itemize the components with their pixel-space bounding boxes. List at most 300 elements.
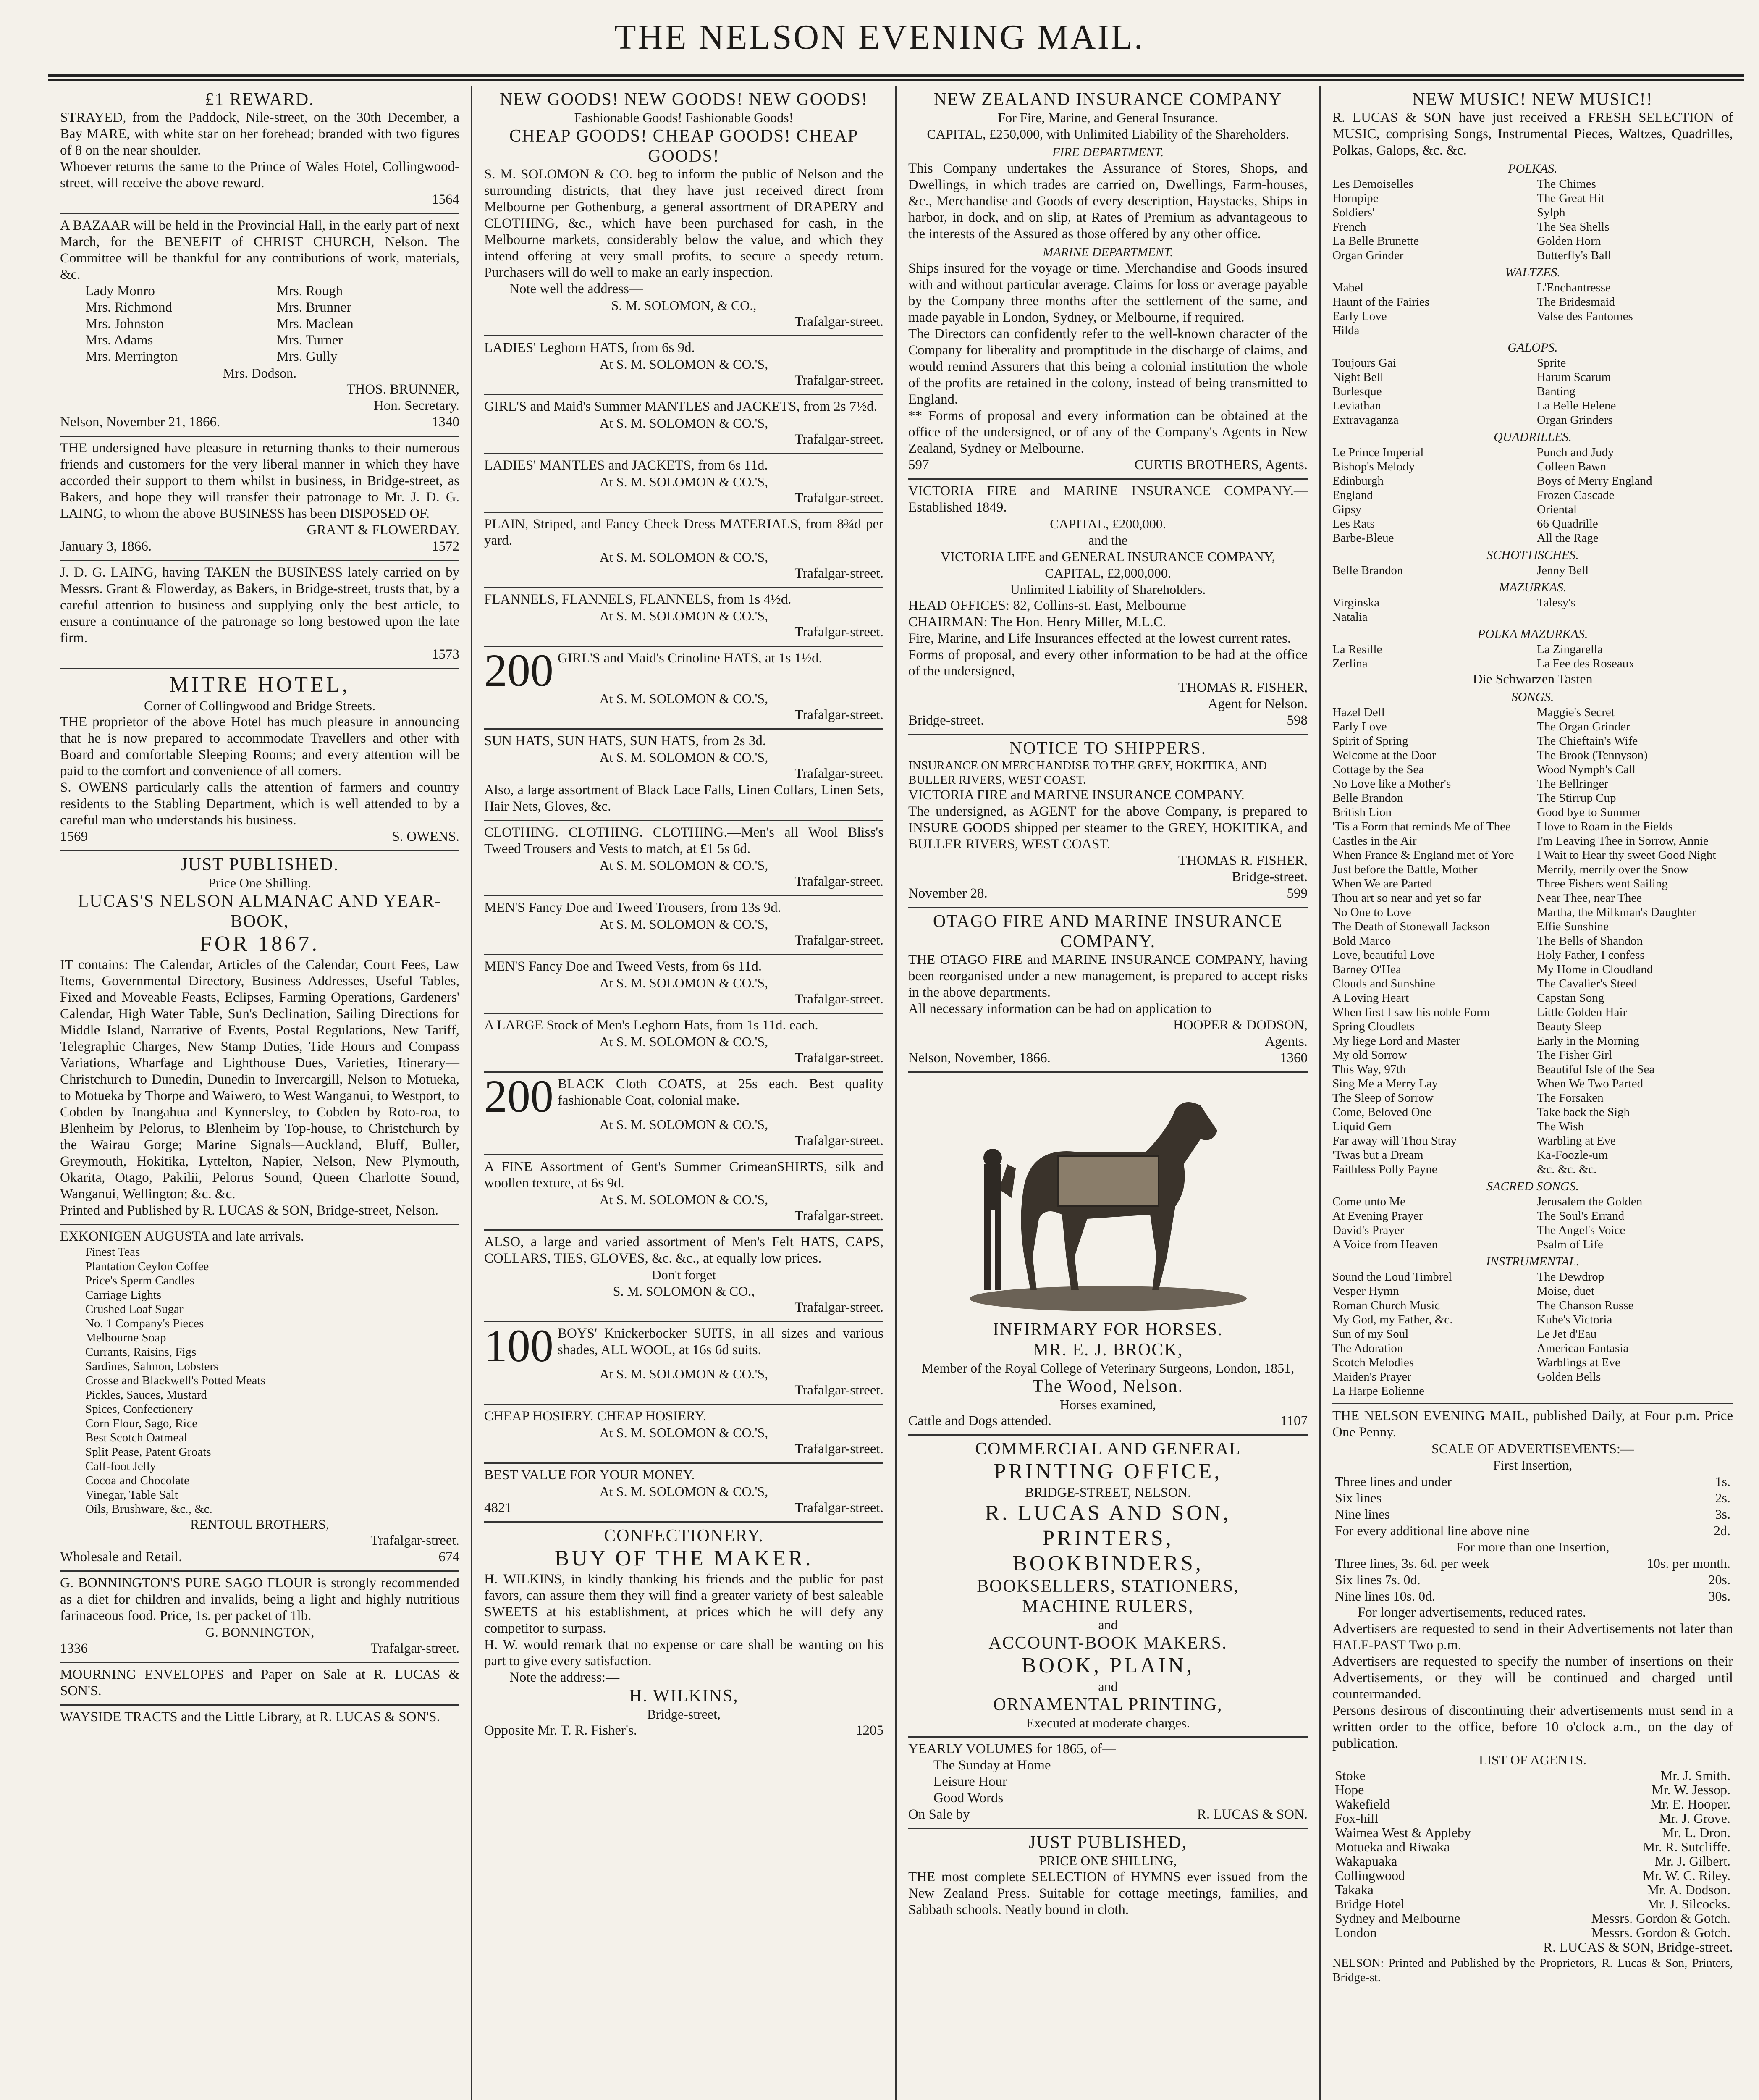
section-heading: WALTZES. — [1505, 265, 1560, 279]
mail-rates-ad — [1332, 1404, 1733, 1990]
music-title: The Brook (Tennyson) — [1537, 748, 1648, 762]
item-text: BEST VALUE FOR YOUR MONEY. — [484, 1467, 695, 1483]
ad-address: Trafalgar-street. — [794, 992, 883, 1007]
ad-address: Trafalgar-street. — [794, 1300, 883, 1315]
ad-text: THE undersigned have pleasure in returning thanks to their numerous friends and customers for the very liberal manner in which they have accorded their support to them whilst in business, in Bridge-street, as Bakers, and hope they will transfer their patronage to Mr. J. D. G. LAING, to whom the above BUSINESS has been DISPOSED OF. — [60, 441, 459, 521]
music-title: Good bye to Summer — [1537, 806, 1641, 819]
goods-item: Calf-foot Jelly — [85, 1460, 156, 1473]
ad-signer: CURTIS BROTHERS, Agents. — [1134, 457, 1308, 472]
ad-number: 1572 — [432, 539, 459, 554]
music-title: Cottage by the Sea — [1332, 763, 1424, 776]
ad-heading: INFIRMARY FOR HORSES. — [993, 1320, 1223, 1339]
grant-ad — [60, 437, 459, 561]
music-title — [1537, 610, 1733, 624]
ad-signer: RENTOUL BROTHERS, — [190, 1517, 329, 1532]
ad-heading: BUY OF THE MAKER. — [554, 1546, 813, 1570]
row-label: For every additional line above nine — [1335, 1523, 1529, 1538]
music-title: My liege Lord and Master — [1332, 1034, 1460, 1047]
ad-heading: FOR 1867. — [199, 932, 320, 956]
music-title: Organ Grinder — [1332, 249, 1404, 262]
weekly-rates-table — [1332, 1555, 1733, 1604]
row-label: Collingwood — [1335, 1868, 1405, 1883]
music-title: Toujours Gai — [1332, 356, 1396, 370]
row-value: 3s. — [1715, 1507, 1730, 1522]
music-title: Golden Horn — [1537, 234, 1601, 248]
music-title: Haunt of the Fairies — [1332, 295, 1430, 309]
ad-heading: CONFECTIONERY. — [604, 1526, 764, 1546]
solomon-item — [484, 955, 883, 1014]
music-title: Liquid Gem — [1332, 1120, 1392, 1133]
row-value: Messrs. Gordon & Gotch. — [1591, 1911, 1730, 1926]
music-title: Spring Cloudlets — [1332, 1020, 1415, 1033]
ad-address: Trafalgar-street. — [794, 314, 883, 329]
music-title: Gipsy — [1332, 503, 1362, 516]
sago-ad — [60, 1572, 459, 1663]
ad-address: Trafalgar-street. — [794, 1383, 883, 1398]
rate-row — [1332, 1588, 1733, 1604]
music-title: The Great Hit — [1537, 192, 1605, 205]
printing-office-ad — [908, 1436, 1308, 1738]
solomon-item — [484, 1464, 883, 1522]
section-heading: GALOPS. — [1507, 341, 1558, 354]
committee-name: Mrs. Merrington — [85, 349, 178, 364]
solomon-item — [484, 1073, 883, 1155]
solomon-item — [484, 454, 883, 513]
item-text: LADIES' Leghorn HATS, from 6s 9d. — [484, 340, 695, 355]
ad-signer: At S. M. SOLOMON & CO.'S, — [599, 858, 768, 873]
music-ad — [1332, 86, 1733, 1404]
column-2 — [472, 86, 897, 2100]
ad-heading: LUCAS'S NELSON ALMANAC AND YEAR-BOOK, — [78, 892, 442, 931]
ad-address: Trafalgar-street. — [794, 373, 883, 388]
masthead-rule — [48, 74, 1744, 81]
ad-address: Trafalgar-street. — [794, 1441, 883, 1457]
solomon-item — [484, 336, 883, 395]
music-title: The Forsaken — [1537, 1091, 1604, 1105]
music-title: Oriental — [1537, 503, 1577, 516]
music-title: Leviathan — [1332, 399, 1381, 412]
nz-insurance-ad — [908, 86, 1308, 480]
ad-address: Opposite Mr. T. R. Fisher's. — [484, 1723, 637, 1738]
music-title: Love, beautiful Love — [1332, 948, 1435, 962]
goods-item: Spices, Confectionery — [85, 1402, 193, 1416]
ad-heading: COMMERCIAL AND GENERAL — [975, 1439, 1241, 1459]
goods-item: Plantation Ceylon Coffee — [85, 1260, 209, 1273]
music-title: Roman Church Music — [1332, 1299, 1440, 1312]
ad-signer: At S. M. SOLOMON & CO.'S, — [599, 357, 768, 372]
ad-subheading: For more than one Insertion, — [1456, 1539, 1610, 1554]
row-label: Stoke — [1335, 1768, 1366, 1783]
music-title: The Fisher Girl — [1537, 1048, 1612, 1062]
ad-text: and — [1098, 1679, 1118, 1694]
music-title: American Fantasia — [1537, 1341, 1629, 1355]
ad-signer: At S. M. SOLOMON & CO.'S, — [599, 1366, 768, 1381]
ad-text: The undersigned, as AGENT for the above Company, is prepared to INSURE GOODS shipped per steamer to the GREY, HOKITIKA, and BULLER RIVERS, WEST COAST. — [908, 804, 1308, 852]
ad-text: MOURNING ENVELOPES and Paper on Sale at R. LUCAS & SON'S. — [60, 1667, 459, 1698]
agent-row — [1332, 1825, 1733, 1840]
ad-role: Hon. Secretary. — [373, 398, 459, 413]
ad-date: January 3, 1866. — [60, 539, 152, 554]
ad-text: Persons desirous of discontinuing their advertisements must send in a written order to the office, before 10 o'clock a.m., on the day of publication. — [1332, 1703, 1733, 1751]
ad-price: Price One Shilling. — [208, 875, 311, 890]
ad-signer: At S. M. SOLOMON & CO.'S, — [599, 549, 768, 564]
ad-text: VICTORIA FIRE and MARINE INSURANCE COMPANY. — [908, 788, 1245, 803]
confectionery-ad — [484, 1522, 883, 1744]
item-text: SUN HATS, SUN HATS, SUN HATS, from 2s 3d. — [484, 733, 766, 748]
ad-number: 598 — [1287, 713, 1308, 728]
ad-text: R. LUCAS & SON have just received a FRESH SELECTION of MUSIC, comprising Songs, Instrumental Pieces, Waltzes, Quadrilles, Polkas, Galops, &c. &c. — [1332, 110, 1733, 158]
ad-address: Trafalgar-street. — [370, 1533, 459, 1548]
ad-heading: VICTORIA LIFE and GENERAL INSURANCE COMPANY, — [941, 549, 1275, 564]
music-title: The Organ Grinder — [1537, 720, 1630, 733]
music-title: Beauty Sleep — [1537, 1020, 1602, 1033]
music-title: Golden Bells — [1537, 1370, 1601, 1383]
music-title: Come unto Me — [1332, 1195, 1405, 1208]
music-title: La Harpe Eolienne — [1332, 1384, 1425, 1398]
row-label: Three lines, 3s. 6d. per week — [1335, 1556, 1489, 1571]
music-title: Virginska — [1332, 596, 1380, 609]
music-title: The Angel's Voice — [1537, 1223, 1625, 1237]
music-list — [1332, 445, 1733, 545]
item-text: PLAIN, Striped, and Fancy Check Dress MATERIALS, from 8¾d per yard. — [484, 517, 883, 548]
ad-text: THE NELSON EVENING MAIL, published Daily, at Four p.m. Price One Penny. — [1332, 1408, 1733, 1440]
ad-signer: At S. M. SOLOMON & CO.'S, — [599, 916, 768, 932]
ad-signer: At S. M. SOLOMON & CO.'S, — [599, 1117, 768, 1132]
music-title: When We Two Parted — [1537, 1077, 1644, 1090]
music-title: A Loving Heart — [1332, 991, 1409, 1005]
ad-heading: PRINTERS, — [1042, 1526, 1174, 1550]
ad-text: Unlimited Liability of Shareholders. — [1010, 582, 1206, 597]
ad-signer: R. LUCAS AND SON, — [985, 1501, 1231, 1525]
row-value: Mr. W. Jessop. — [1652, 1782, 1730, 1797]
music-title: A Voice from Heaven — [1332, 1238, 1438, 1251]
music-list — [1332, 596, 1733, 624]
music-title: England — [1332, 488, 1373, 502]
ad-subheading: INSURANCE ON MERCHANDISE TO THE GREY, HOKITIKA, AND BULLER RIVERS, WEST COAST. — [908, 759, 1267, 787]
shippers-notice — [908, 735, 1308, 908]
music-title: Mabel — [1332, 281, 1364, 294]
music-title: L'Enchantresse — [1537, 281, 1611, 294]
music-title: Harum Scarum — [1537, 370, 1611, 384]
mourning-ad — [60, 1663, 459, 1706]
goods-item: Pickles, Sauces, Mustard — [85, 1388, 207, 1402]
ad-signer: THOMAS R. FISHER, — [1178, 680, 1308, 695]
ad-text: Also, a large assortment of Black Lace Falls, Linen Collars, Linen Sets, Hair Nets, Gloves, &c. — [484, 782, 883, 814]
music-title: La Belle Helene — [1537, 399, 1616, 412]
ad-text: H. WILKINS, in kindly thanking his friends and the public for past favors, can assure them they will find a greater variety of best saleable SWEETS at his establishment, at prices which he will defy any competitor to surpass. — [484, 1572, 883, 1636]
music-title: Sylph — [1537, 206, 1565, 219]
ad-signer: R. LUCAS & SON. — [1197, 1807, 1308, 1822]
music-title: Banting — [1537, 385, 1575, 398]
music-title: Spirit of Spring — [1332, 734, 1408, 748]
music-title: Sound the Loud Timbrel — [1332, 1270, 1452, 1284]
ad-signer: At S. M. SOLOMON & CO.'S, — [599, 1425, 768, 1440]
ad-signer: HOOPER & DODSON, — [1173, 1018, 1308, 1033]
music-title: The Sea Shells — [1537, 220, 1610, 234]
mitre-hotel-ad — [60, 669, 459, 851]
ad-signer: At S. M. SOLOMON & CO.'S, — [599, 474, 768, 489]
row-label: Six lines 7s. 0d. — [1335, 1572, 1421, 1587]
music-title: Maiden's Prayer — [1332, 1370, 1412, 1383]
section-heading: QUADRILLES. — [1494, 430, 1572, 444]
ad-text: CHAIRMAN: The Hon. Henry Miller, M.L.C. — [908, 614, 1167, 630]
ad-text: THE proprietor of the above Hotel has much pleasure in announcing that he is now prepared to accommodate Travellers and other with Board and comfortable Sleeping Rooms; and every attention will be paid to the comfort and convenience of all comers. — [60, 714, 459, 779]
committee-list — [60, 283, 459, 365]
hymns-ad — [908, 1829, 1308, 1923]
music-title: La Fee des Roseaux — [1537, 657, 1635, 670]
column-3 — [897, 86, 1321, 2100]
instrumental-list — [1332, 1270, 1733, 1398]
music-title: Hornpipe — [1332, 192, 1379, 205]
committee-name: Mrs. Turner — [276, 333, 343, 348]
ad-address: Trafalgar-street. — [794, 933, 883, 948]
ad-text: On Sale by — [908, 1807, 970, 1822]
music-title: Maggie's Secret — [1537, 706, 1615, 719]
ad-address: Bridge-street. — [1232, 869, 1308, 885]
item-text: BLACK Cloth COATS, at 25s each. Best quality fashionable Coat, colonial make. — [558, 1076, 883, 1108]
music-title: Soldiers' — [1332, 206, 1375, 219]
music-title: La Belle Brunette — [1332, 234, 1419, 248]
ad-text: H. W. would remark that no expense or care shall be wanting on his part to give every satisfaction. — [484, 1637, 883, 1669]
ad-text: This Company undertakes the Assurance of Stores, Shops, and Dwellings, in which trades are carried on, Dwellings, Farm-houses, &c., Merchandise and Goods of every description, Haystacks, Ships in harbor, in dock, and on slip, at Rates of Premium as advantageous to the interests of the Assured as those offered by any other office. — [908, 161, 1308, 242]
ad-heading: OTAGO FIRE AND MARINE INSURANCE COMPANY. — [933, 912, 1283, 951]
row-value: Mr. A. Dodson. — [1647, 1882, 1730, 1897]
ad-subheading: Corner of Collingwood and Bridge Streets. — [144, 698, 376, 713]
music-title: Vesper Hymn — [1332, 1284, 1399, 1298]
ad-signer: G. BONNINGTON, — [205, 1625, 315, 1640]
ad-text: THE most complete SELECTION of HYMNS ever issued from the New Zealand Press. Suitable for cottage meetings, families, and Sabbath schools. Neatly bound in cloth. — [908, 1869, 1308, 1917]
music-title: Early Love — [1332, 720, 1387, 733]
row-label: Bridge Hotel — [1335, 1896, 1405, 1911]
music-title: Belle Brandon — [1332, 791, 1403, 805]
ad-capital: CAPITAL, £200,000. — [1050, 516, 1166, 531]
music-title: Sun of my Soul — [1332, 1327, 1409, 1341]
item-text: ALSO, a large and varied assortment of Men's Felt HATS, CAPS, COLLARS, TIES, GLOVES, &c. &c., at equally low prices. — [484, 1234, 883, 1266]
ad-signer: R. LUCAS & SON, Bridge-street. — [1543, 1940, 1733, 1955]
ad-address: Trafalgar-street. — [794, 874, 883, 889]
music-title: Hazel Dell — [1332, 706, 1385, 719]
horse-illustration-icon — [949, 1080, 1268, 1315]
committee-name: Mrs. Dodson. — [223, 365, 297, 381]
music-title: Les Demoiselles — [1332, 177, 1413, 191]
ad-signer: At S. M. SOLOMON & CO.'S, — [599, 1034, 768, 1049]
ad-number: 1360 — [1280, 1050, 1308, 1066]
music-title: When France & England met of Yore — [1332, 848, 1514, 862]
ad-signer: S. M. SOLOMON & CO., — [613, 1284, 755, 1299]
music-title: Belle Brandon — [1332, 564, 1403, 577]
music-title: Warblings at Eve — [1537, 1356, 1620, 1369]
ad-text: ** Forms of proposal and every information can be obtained at the office of the undersigned, or of any of the Company's Agents in New Zealand, Sydney or Melbourne. — [908, 408, 1308, 456]
music-title: This Way, 97th — [1332, 1063, 1406, 1076]
ad-text: Advertisers are requested to send in their Advertisements not later than HALF-PAST Two p.m. — [1332, 1621, 1733, 1653]
ad-text: Executed at moderate charges. — [1026, 1715, 1190, 1730]
ad-text: Cattle and Dogs attended. — [908, 1413, 1051, 1428]
agent-row — [1332, 1797, 1733, 1811]
music-title: Thou art so near and yet so far — [1332, 891, 1481, 905]
solomon-item — [484, 513, 883, 588]
big-number: 200 — [484, 1071, 553, 1122]
row-label: Hope — [1335, 1782, 1364, 1797]
ad-address: Trafalgar-street. — [794, 1500, 883, 1515]
agent-row — [1332, 1840, 1733, 1854]
music-title: Punch and Judy — [1537, 446, 1614, 459]
ad-date: Nelson, November 21, 1866. — [60, 415, 220, 430]
music-title: Clouds and Sunshine — [1332, 977, 1435, 990]
ad-text: EXKONIGEN AUGUSTA and late arrivals. — [60, 1229, 304, 1244]
ad-heading: CHEAP GOODS! CHEAP GOODS! CHEAP GOODS! — [509, 126, 859, 166]
ad-signer: MR. E. J. BROCK, — [1033, 1340, 1183, 1360]
committee-name: Mrs. Gully — [276, 349, 338, 364]
music-title: Bishop's Melody — [1332, 460, 1415, 473]
ad-text: Whoever returns the same to the Prince of Wales Hotel, Collingwood-street, will receive the above reward. — [60, 159, 459, 191]
ad-signer: At S. M. SOLOMON & CO.'S, — [599, 750, 768, 765]
music-title: 'Tis a Form that reminds Me of Thee — [1332, 820, 1511, 833]
ad-heading: ORNAMENTAL PRINTING, — [993, 1695, 1223, 1714]
music-title: Kuhe's Victoria — [1537, 1313, 1612, 1326]
row-value: Mr. L. Dron. — [1662, 1825, 1730, 1840]
ad-signer: GRANT & FLOWERDAY. — [307, 522, 459, 538]
music-title: No One to Love — [1332, 906, 1411, 919]
row-value: Mr. J. Gilbert. — [1654, 1853, 1730, 1869]
music-title: Just before the Battle, Mother — [1332, 863, 1478, 876]
music-title: Jenny Bell — [1537, 564, 1589, 577]
solomon-item — [484, 1322, 883, 1405]
solomon-item — [484, 588, 883, 647]
music-title: David's Prayer — [1332, 1223, 1404, 1237]
ad-note: Don't forget — [651, 1267, 716, 1282]
music-title: Welcome at the Door — [1332, 748, 1436, 762]
ad-note: Note the address:— — [509, 1670, 620, 1685]
music-title: Holy Father, I confess — [1537, 948, 1645, 962]
ad-date: Nelson, November, 1866. — [908, 1050, 1051, 1066]
ad-heading: MITRE HOTEL, — [169, 673, 350, 697]
ad-number: 1340 — [432, 415, 459, 430]
music-title: When We are Parted — [1332, 877, 1432, 890]
music-title: Barbe-Bleue — [1332, 531, 1394, 545]
rates-table — [1332, 1473, 1733, 1539]
ad-number: 4821 — [484, 1500, 512, 1515]
laing-ad — [60, 561, 459, 669]
music-title: Bold Marco — [1332, 934, 1391, 948]
ad-subheading: Fashionable Goods! Fashionable Goods! — [574, 110, 794, 125]
ad-date: November 28. — [908, 886, 988, 901]
music-title: Organ Grinders — [1537, 413, 1613, 427]
music-list — [1332, 563, 1733, 578]
ad-text: G. BONNINGTON'S PURE SAGO FLOUR is strongly recommended as a diet for children and invalids, being a light and highly nutritious farinaceous food. Price, 1s. per packet of 1lb. — [60, 1575, 459, 1623]
ad-address: Trafalgar-street. — [794, 566, 883, 581]
row-value: Mr. J. Silcocks. — [1647, 1896, 1730, 1911]
music-title: Extravaganza — [1332, 413, 1399, 427]
masthead — [0, 0, 1759, 71]
music-title: Warbling at Eve — [1537, 1134, 1616, 1147]
music-title: Le Jet d'Eau — [1537, 1327, 1597, 1341]
ad-number: 1573 — [432, 647, 459, 662]
ad-footer: Wholesale and Retail. — [60, 1549, 182, 1564]
row-label: Wakefield — [1335, 1796, 1390, 1811]
ad-heading: NEW MUSIC! NEW MUSIC!! — [1412, 90, 1653, 109]
ad-number: 1336 — [60, 1641, 88, 1656]
ad-signer: THOS. BRUNNER, — [346, 382, 459, 397]
music-title: The Stirrup Cup — [1537, 791, 1616, 805]
ad-address: BRIDGE-STREET, NELSON. — [1025, 1485, 1191, 1500]
ad-signer: THOMAS R. FISHER, — [1178, 853, 1308, 868]
music-title: Jerusalem the Golden — [1537, 1195, 1643, 1208]
music-title: Burlesque — [1332, 385, 1382, 398]
music-title: Early Love — [1332, 310, 1387, 323]
almanac-ad — [60, 851, 459, 1225]
music-title: The Bellringer — [1537, 777, 1608, 790]
ad-heading: BOOK, PLAIN, — [1021, 1654, 1195, 1677]
yearly-volumes-ad — [908, 1738, 1308, 1829]
row-value: 10s. per month. — [1646, 1556, 1730, 1571]
ad-subheading: First Insertion, — [1493, 1457, 1573, 1473]
music-title: I Wait to Hear thy sweet Good Night — [1537, 848, 1716, 862]
row-value: Mr. W. C. Riley. — [1643, 1868, 1730, 1883]
solomon-item — [484, 1155, 883, 1231]
agent-row — [1332, 1811, 1733, 1825]
ad-text: STRAYED, from the Paddock, Nile-street, on the 30th December, a Bay MARE, with white star on her forehead; branded with two figures of 8 on the near shoulder. — [60, 110, 459, 158]
music-title: The Sleep of Sorrow — [1332, 1091, 1434, 1105]
section-heading: SACRED SONGS. — [1486, 1179, 1579, 1193]
rate-row — [1332, 1473, 1733, 1490]
ad-address: Trafalgar-street. — [794, 491, 883, 506]
music-title: Far away will Thou Stray — [1332, 1134, 1457, 1147]
goods-item: Split Pease, Patent Groats — [85, 1445, 211, 1459]
music-title: Beautiful Isle of the Sea — [1537, 1063, 1655, 1076]
ad-number: 599 — [1287, 886, 1308, 901]
agents-table — [1332, 1768, 1733, 1940]
music-title: Merrily, merrily over the Snow — [1537, 863, 1689, 876]
music-title — [1537, 1384, 1733, 1398]
sacred-list — [1332, 1194, 1733, 1252]
ad-address: Trafalgar-street. — [370, 1641, 459, 1656]
newspaper-title: THE NELSON EVENING MAIL. — [614, 18, 1145, 57]
agent-row — [1332, 1925, 1733, 1940]
music-title: Little Golden Hair — [1537, 1005, 1627, 1019]
music-title: Sing Me a Merry Lay — [1332, 1077, 1438, 1090]
music-title: Early in the Morning — [1537, 1034, 1640, 1047]
row-value: Messrs. Gordon & Gotch. — [1591, 1925, 1730, 1940]
music-title: Ka-Foozle-um — [1537, 1148, 1608, 1162]
music-title: The Adoration — [1332, 1341, 1403, 1355]
committee-name: Mrs. Maclean — [276, 316, 354, 331]
ad-heading: PRINTING OFFICE, — [994, 1460, 1222, 1483]
row-label: Takaka — [1335, 1882, 1374, 1897]
ad-heading: YEARLY VOLUMES for 1865, of— — [908, 1741, 1116, 1756]
solomon-item — [484, 1014, 883, 1073]
solomon-item — [484, 896, 883, 955]
row-label: Six lines — [1335, 1490, 1382, 1505]
music-list — [1332, 642, 1733, 671]
solomon-item — [484, 1405, 883, 1464]
ad-heading: MACHINE RULERS, — [1022, 1597, 1194, 1616]
agent-row — [1332, 1911, 1733, 1925]
committee-name: Lady Monro — [85, 284, 155, 299]
ad-signer: At S. M. SOLOMON & CO.'S, — [599, 1192, 768, 1207]
ad-text: IT contains: The Calendar, Articles of the Calendar, Court Fees, Law Items, Governmental Directory, Business Addresses, Useful Tables, Fixed and Moveable Feasts, Eclipses, Farming Operations, Gardeners' Calendar, High Water Table, Sun's Declination, Sailing Directions for Middle Island, Narrative of Events, Postal Regulations, New Tariff, Telegraphic Charges, New Stamp Duties, Tide Hours and Compass Variations, Wharfage and Lighthouse Dues, Varieties, Itinerary—Christchurch to Dunedin, Dunedin to Invercargill, Nelson to Motueka, to Motueka by Thorpe and Waiwero, to West Wanganui, to Westport, to Cobden by Inangahua and Kynnersley, to Cobden by Roto-roa, to Blenheim by Pelorus, to Blenheim by Top-house, to Christchurch by the Wairau Gorge; Marine Signals—Auckland, Bluff, Buller, Greymouth, Hokitika, Lyttelton, Napier, Nelson, New Plymouth, Okarita, Otago, Pakilii, Pelorus Sound, Queen Charlotte Sound, Wanganui, Wellington; &c. &c. — [60, 957, 459, 1202]
ad-address: Trafalgar-street. — [794, 1133, 883, 1148]
ad-text: Member of the Royal College of Veterinary Surgeons, London, 1851, — [921, 1360, 1295, 1376]
ad-capital: CAPITAL, £2,000,000. — [1045, 565, 1171, 580]
music-title: At Evening Prayer — [1332, 1209, 1423, 1223]
ad-address: Trafalgar-street. — [794, 1050, 883, 1066]
music-title: Talesy's — [1537, 596, 1575, 609]
music-title: Capstan Song — [1537, 991, 1604, 1005]
agent-row — [1332, 1897, 1733, 1911]
music-title: Three Fishers went Sailing — [1537, 877, 1668, 890]
music-title: Take back the Sigh — [1537, 1105, 1630, 1119]
wayside-ad — [60, 1706, 459, 1730]
